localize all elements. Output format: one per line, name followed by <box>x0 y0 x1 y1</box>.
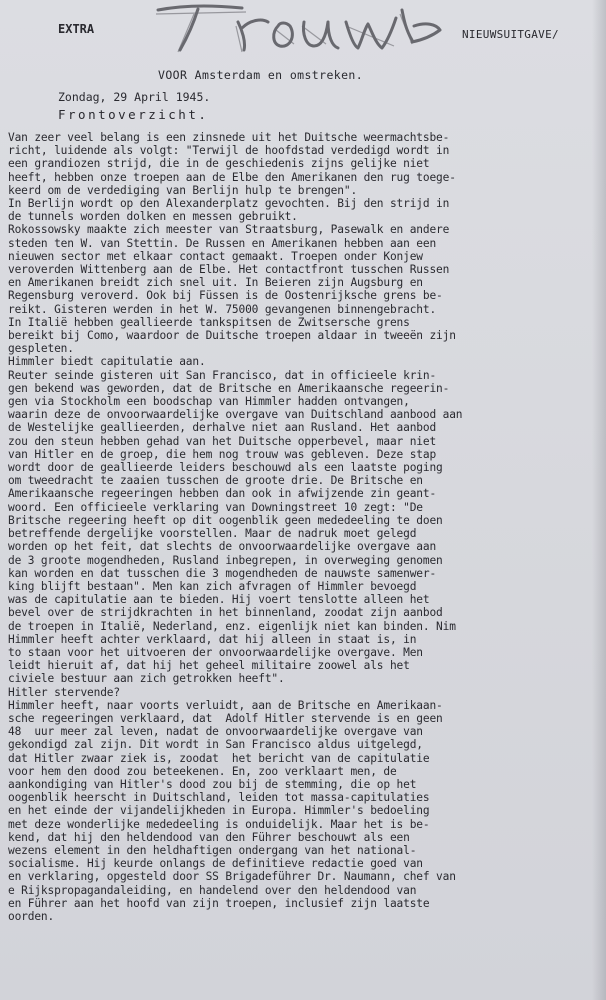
body-line: en verklaring, opgesteld door SS Brigadeführer Dr. Naumann, chef van <box>8 870 456 884</box>
body-line: betreffende dergelijke voorstellen. Maar de nadruk moet gelegd <box>8 527 417 541</box>
body-line: en Führer aan het hoofd van zijn troepen, inclusief zijn laatste <box>8 896 430 910</box>
body-line: oorden. <box>8 909 55 923</box>
body-line: gen via Stockholm een boodschap van Himmler hadden ontvangen, <box>8 395 410 409</box>
body-line: kan worden en dat tusschen die 3 mogendheden de nauwste samenwer- <box>8 566 437 580</box>
body-line: keerd om de verdediging van Berlijn hulp te brengen". <box>8 183 358 197</box>
masthead-logo <box>150 0 450 56</box>
body-line: Reuter seinde gisteren uit San Francisco, dat in officieele krin- <box>8 368 437 382</box>
body-line: richt, luidende als volgt: "Terwijl de hoofdstad verdedigd wordt in <box>8 144 450 158</box>
body-line: to staan voor het uitvoeren der onvoorwaardelijke overgave. Men <box>8 645 423 659</box>
body-line: om tweedracht te zaaien tusschen de groote drie. De Britsche en <box>8 474 423 488</box>
body-line: met deze wonderlijke mededeeling is onduidelijk. Maar het is be- <box>8 817 430 831</box>
body-line: In Berlijn wordt op den Alexanderplatz gevochten. Bij den strijd in <box>8 197 450 211</box>
article-body <box>8 131 598 923</box>
body-line: woord. Een officieele verklaring van Downingstreet 10 zegt: "De <box>8 500 423 514</box>
body-line: Regensburg veroverd. Ook bij Füssen is de Oostenrijksche grens be- <box>8 289 443 303</box>
body-line: reikt. Gisteren werden in het W. 75000 gevangenen binnengebracht. <box>8 302 437 316</box>
extra-label: EXTRA <box>58 22 95 36</box>
section-heading: Frontoverzicht. <box>58 107 209 122</box>
date-line: Zondag, 29 April 1945. <box>58 90 211 104</box>
body-line: de troepen in Italië, Nederland, enz. eigenlijk niet kan binden. Nim <box>8 619 456 633</box>
body-line: In Italië hebben geallieerde tankspitsen de Zwitsersche grens <box>8 315 410 329</box>
body-line: veroverden Wittenberg aan de Elbe. Het contactfront tusschen Russen <box>8 263 450 277</box>
body-line: Van zeer veel belang is een zinsnede uit het Duitsche weermachtsbe- <box>8 131 450 144</box>
body-line: waarin deze de onvoorwaardelijke overgave van Duitschland aanbood aan <box>8 408 463 422</box>
body-line: een grandiozen strijd, die in de geschiedenis zijns gelijke niet <box>8 157 430 171</box>
body-line: gekondigd zal zijn. Dit wordt in San Francisco aldus uitgelegd, <box>8 738 423 752</box>
body-line: Hitler stervende? <box>8 685 120 699</box>
body-line: van Hitler en de groep, die hem nog trouw was gebleven. Deze stap <box>8 447 437 461</box>
body-line: voor hem den dood zou beteekenen. En, zoo verklaart men, de <box>8 764 397 778</box>
body-line: worden op het feit, dat slechts de onvoorwaardelijke overgave aan <box>8 540 437 554</box>
body-line: king blijft bestaan". Men kan zich afvragen of Himmler bevoegd <box>8 579 417 593</box>
body-line: e Rijkspropagandaleiding, en handelend over den heldendood van <box>8 883 417 897</box>
body-line: Rokossowsky maakte zich meester van Straatsburg, Pasewalk en andere <box>8 223 450 237</box>
body-line: bereikt bij Como, waardoor de Duitsche troepen aldaar in tweeën zijn <box>8 329 456 343</box>
body-line: Britsche regeering heeft op dit oogenblik geen mededeeling te doen <box>8 513 443 527</box>
body-line: steden ten W. van Stettin. De Russen en Amerikanen hebben aan een <box>8 236 437 250</box>
body-line: zou den steun hebben gehad van het Duitsche opperbevel, maar niet <box>8 434 437 448</box>
body-line: Himmler heeft achter verklaard, dat hij alleen in staat is, in <box>8 632 417 646</box>
body-line: 48 uur meer zal leven, nadat de onvoorwaardelijke overgave van <box>8 725 423 739</box>
body-line: wordt door de geallieerde leiders beschouwd als een laatste poging <box>8 461 443 475</box>
body-line: Amerikaansche regeeringen hebben dan ook in afwijzende zin geant- <box>8 487 437 501</box>
body-line: heeft, hebben onze troepen aan de Elbe den Amerikanen den rug toege- <box>8 170 456 184</box>
body-line: leidt hieruit af, dat hij het geheel militaire zoowel als het <box>8 659 410 673</box>
body-line: de Westelijke geallieerden, derhalve niet aan Rusland. Het aanbod <box>8 421 437 435</box>
body-line: civiele bestuur aan zich getrokken heeft". <box>8 672 285 686</box>
body-line: Himmler heeft, naar voorts verluidt, aan de Britsche en Amerikaan- <box>8 698 443 712</box>
body-line: de tunnels worden dolken en messen gebruikt. <box>8 210 298 224</box>
body-line: nieuwen sector met elkaar contact gemaakt. Troepen onder Konjew <box>8 249 423 263</box>
body-line: de 3 groote mogendheden, Rusland inbegrepen, in overweging genomen <box>8 553 443 567</box>
body-line: en het einde der vijandelijkheden in Europa. Himmler's bedoeling <box>8 804 430 818</box>
body-line: gespleten. <box>8 342 74 356</box>
body-line: was de capitulatie aan te bieden. Hij voert tenslotte alleen het <box>8 593 430 607</box>
body-line: Himmler biedt capitulatie aan. <box>8 355 206 369</box>
body-line: oogenblik heerscht in Duitschland, leiden tot massa-capitulaties <box>8 791 430 805</box>
body-line: en Amerikanen breidt zich snel uit. In Beieren zijn Augsburg en <box>8 276 423 290</box>
region-line: VOOR Amsterdam en omstreken. <box>158 68 364 82</box>
body-line: sche regeeringen verklaard, dat Adolf Hitler stervende is en geen <box>8 711 443 725</box>
edition-label: NIEUWSUITGAVE/ <box>462 28 559 41</box>
body-line: gen bekend was geworden, dat de Britsche en Amerikaansche regeerin- <box>8 381 450 395</box>
body-line: socialisme. Hij keurde onlangs de definitieve redactie goed van <box>8 857 423 871</box>
body-line: dat Hitler zwaar ziek is, zoodat het bericht van de capitulatie <box>8 751 430 765</box>
body-line: wezens element in den heldhaftigen ondergang van het national- <box>8 843 417 857</box>
body-line: kend, dat hij den heldendood van den Führer beschouwt als een <box>8 830 410 844</box>
body-line: aankondiging van Hitler's dood zou bij de stemming, die op het <box>8 777 417 791</box>
body-line: bevel over de strijdkrachten in het binnenland, zoodat zijn aanbod <box>8 606 443 620</box>
